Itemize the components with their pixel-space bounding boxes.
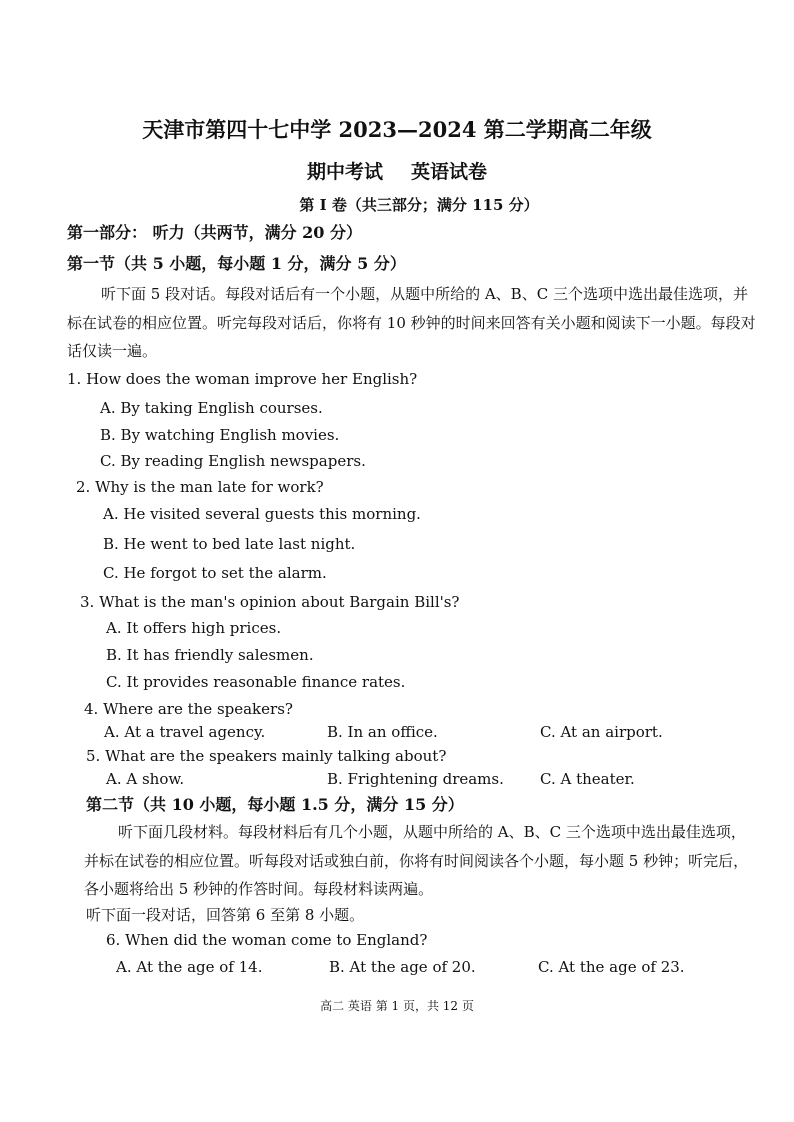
- option-a: A. At the age of 14.: [116, 958, 263, 976]
- exam-subtitle: [0, 157, 794, 184]
- option-a: A. It offers high prices.: [106, 619, 282, 637]
- part1-heading: 第一部分： 听力（共两节，满分 20 分）: [67, 223, 362, 242]
- option-c: C. It provides reasonable finance rates.: [106, 673, 406, 691]
- option-b: B. It has friendly salesmen.: [106, 646, 314, 664]
- option-b: B. At the age of 20.: [329, 958, 476, 976]
- section2-heading: 第二节（共 10 小题，每小题 1.5 分，满分 15 分）: [86, 795, 464, 814]
- question-stem: 6. When did the woman come to England?: [106, 931, 428, 949]
- option-c: C. By reading English newspapers.: [100, 452, 366, 470]
- option-b: B. He went to bed late last night.: [103, 535, 356, 553]
- option-a: A. At a travel agency.: [104, 723, 266, 741]
- volume-heading: 第 I 卷（共三部分；满分 115 分）: [299, 196, 539, 214]
- option-c: C. A theater.: [540, 770, 635, 788]
- section2-subheading: 听下面一段对话，回答第 6 至第 8 小题。: [86, 906, 365, 924]
- section1-heading: 第一节（共 5 小题，每小题 1 分，满分 5 分）: [67, 254, 406, 273]
- question-stem: 3. What is the man's opinion about Bargain Bill's?: [80, 593, 460, 611]
- question-stem: 1. How does the woman improve her English?: [67, 370, 418, 388]
- option-c: C. He forgot to set the alarm.: [103, 564, 327, 582]
- section1-instructions: 听下面 5 段对话。每段对话后有一个小题，从题中所给的 A、B、C 三个选项中选出最佳选项，并标在试卷的相应位置。听完每段对话后，你将有 10 秒钟的时间来回答有关小题和阅读下一小题。每段对话仅读一遍。: [67, 285, 756, 360]
- question-stem: 5. What are the speakers mainly talking about?: [86, 747, 447, 765]
- exam-type: 期中考试: [306, 161, 383, 183]
- option-b: B. Frightening dreams.: [327, 770, 504, 788]
- question-stem: 2. Why is the man late for work?: [76, 478, 324, 496]
- option-c: C. At the age of 23.: [538, 958, 685, 976]
- option-a: A. By taking English courses.: [100, 399, 323, 417]
- option-b: B. By watching English movies.: [100, 426, 340, 444]
- option-a: A. He visited several guests this morning.: [103, 505, 421, 523]
- option-c: C. At an airport.: [540, 723, 663, 741]
- section2-instructions: 听下面几段材料。每段材料后有几个小题，从题中所给的 A、B、C 三个选项中选出最佳选项，并标在试卷的相应位置。听每段对话或独白前，你将有时间阅读各个小题，每小题 5 秒钟；听完后，各小题将给出 5 秒钟的作答时间。每段材料读两遍。: [84, 823, 749, 898]
- option-a: A. A show.: [106, 770, 185, 788]
- exam-title: 天津市第四十七中学 2023—2024 第二学期高二年级: [142, 117, 652, 142]
- page-footer: 高二 英语 第 1 页，共 12 页: [320, 999, 474, 1013]
- question-stem: 4. Where are the speakers?: [84, 700, 293, 718]
- exam-subject: 英语试卷: [411, 161, 488, 183]
- option-b: B. In an office.: [327, 723, 438, 741]
